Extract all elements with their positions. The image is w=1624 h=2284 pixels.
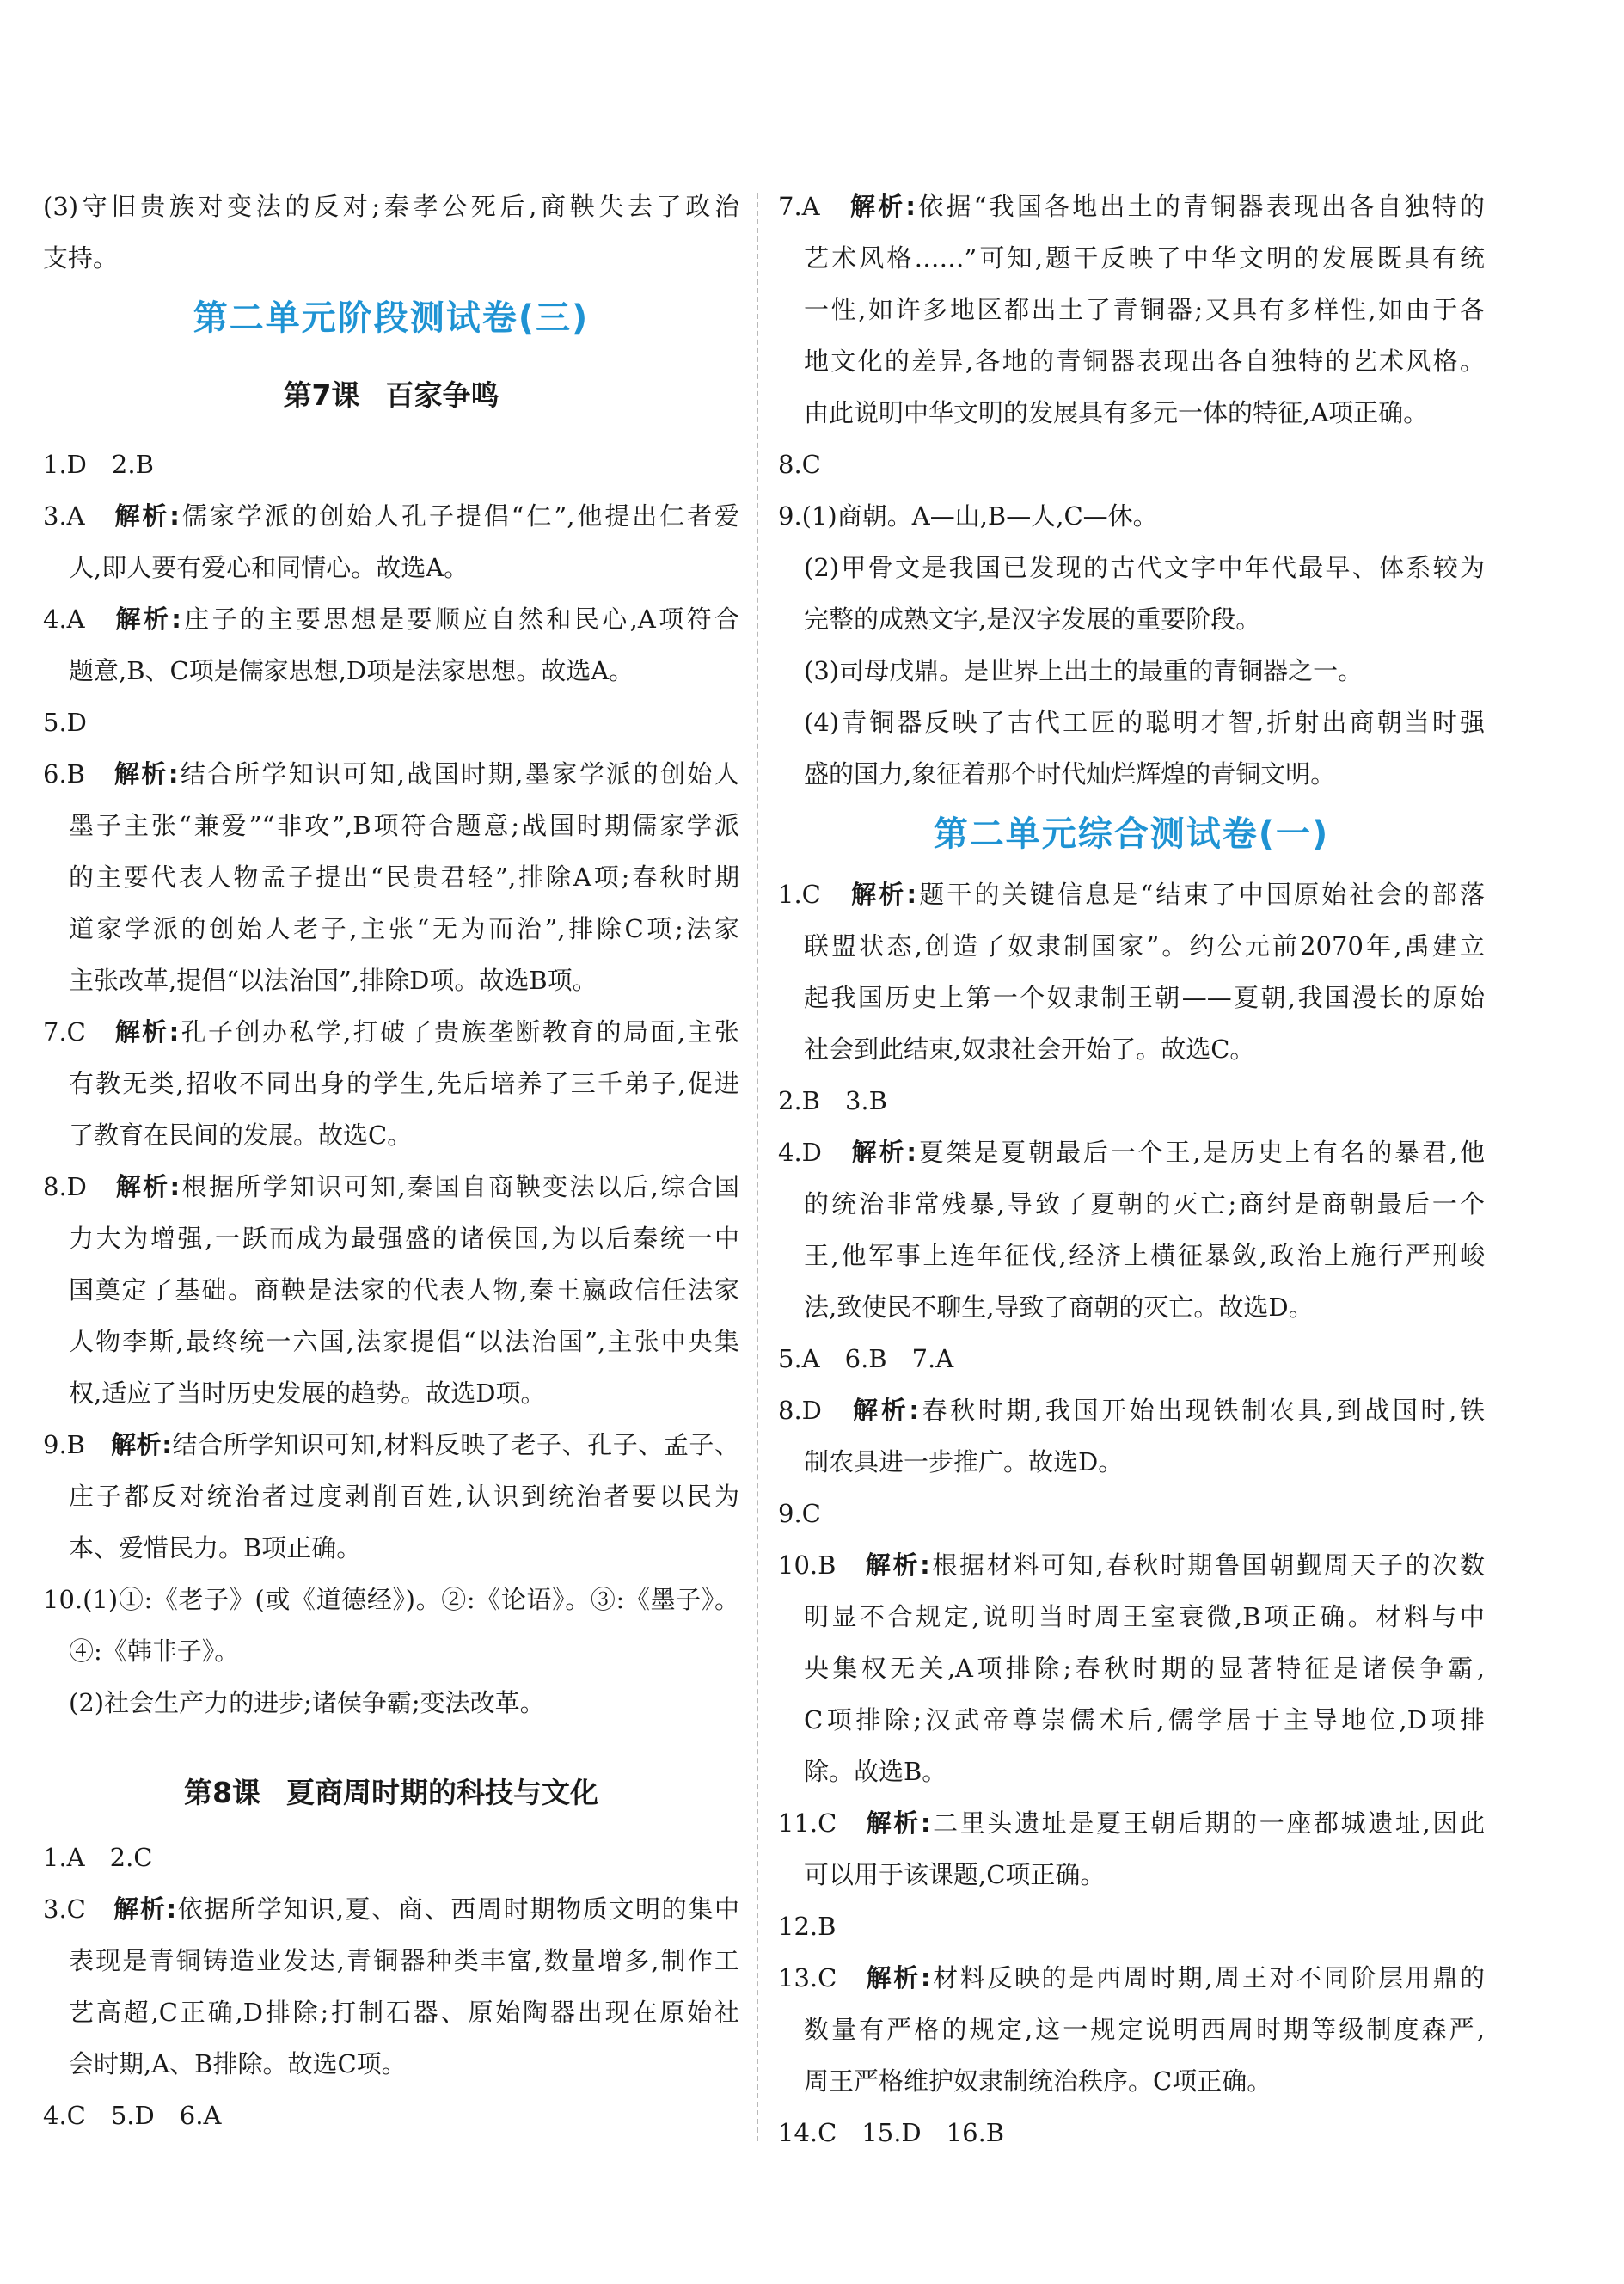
question-number: 8.C bbox=[778, 450, 821, 479]
answer-item bbox=[43, 748, 739, 800]
answer-item bbox=[778, 1075, 1485, 1127]
question-number: 8.D bbox=[778, 1396, 822, 1425]
answer-text: 春秋时期,我国开始出现铁制农具,到战国时,铁 bbox=[918, 1396, 1485, 1425]
unit-comprehensive-test-1-answers bbox=[778, 869, 1485, 2158]
answer-continuation: 国奠定了基础。商鞅是法家的代表人物,秦王嬴政信任法家 bbox=[69, 1275, 739, 1305]
answer-continuation: 制农具进一步推广。故选D。 bbox=[804, 1447, 1124, 1477]
question-number: 5.D bbox=[43, 708, 87, 737]
question-number: 9.B bbox=[43, 1430, 85, 1459]
answer-item bbox=[778, 1797, 1485, 1849]
analysis-label: 解析: bbox=[115, 605, 181, 634]
answer-text: 依据所学知识,夏、商、西周时期物质文明的集中 bbox=[176, 1894, 739, 1924]
spacer bbox=[822, 1396, 853, 1425]
answer-text: 孔子创办私学,打破了贵族垄断教育的局面,主张 bbox=[179, 1017, 739, 1047]
analysis-label: 解析: bbox=[111, 1430, 172, 1459]
answer-item bbox=[43, 439, 739, 490]
answer-continuation: 除。故选B。 bbox=[804, 1757, 947, 1786]
answer-item bbox=[43, 1883, 739, 1935]
answer-continuation: 明显不合规定,说明当时周王室衰微,B项正确。材料与中 bbox=[804, 1602, 1485, 1631]
spacer bbox=[85, 501, 115, 531]
answer-item bbox=[778, 542, 1485, 593]
spacer bbox=[85, 759, 114, 789]
answer-item bbox=[43, 490, 739, 542]
spacer bbox=[837, 1808, 866, 1838]
analysis-label: 解析: bbox=[114, 1017, 180, 1047]
answer-continuation: 权,适应了当时历史发展的趋势。故选D项。 bbox=[69, 1378, 546, 1408]
answer-continuation: 数量有严格的规定,这一规定说明西周时期等级制度森严, bbox=[804, 2015, 1485, 2044]
question-number: 4.D bbox=[778, 1138, 822, 1167]
answer-continuation: 地文化的差异,各地的青铜器表现出各自独特的艺术风格。 bbox=[804, 347, 1485, 376]
spacer bbox=[86, 1894, 113, 1924]
answer-continuation: 可以用于该课题,C项正确。 bbox=[804, 1860, 1106, 1889]
lesson-name: 夏商周时期的科技与文化 bbox=[285, 1776, 598, 1809]
answer-item bbox=[778, 1539, 1485, 1591]
answer-continuation: 庄子都反对统治者过度剥削百姓,认识到统治者要以民为 bbox=[69, 1482, 739, 1511]
analysis-label: 解析: bbox=[853, 1396, 919, 1425]
answer-continuation: 人物李斯,最终统一六国,法家提倡“以法治国”,主张中央集 bbox=[69, 1327, 739, 1356]
answer-continuation: 由此说明中华文明的发展具有多元一体的特征,A项正确。 bbox=[804, 398, 1429, 427]
answer-continuation: 周王严格维护奴隶制统治秩序。C项正确。 bbox=[804, 2066, 1272, 2096]
question-number: (4)青铜器反映了古代工匠的聪明才智,折射出商朝当时强 bbox=[804, 708, 1485, 737]
spacer bbox=[85, 1430, 111, 1459]
answer-continuation: 艺高超,C正确,D排除;打制石器、原始陶器出现在原始社 bbox=[69, 1998, 739, 2027]
question-number: 1.A 2.C bbox=[43, 1843, 153, 1872]
answer-continuation: ④:《韩非子》。 bbox=[69, 1636, 240, 1666]
answer-item bbox=[778, 1333, 1485, 1385]
intro-line: (3)守旧贵族对变法的反对;秦孝公死后,商鞅失去了政治 bbox=[43, 192, 739, 221]
answer-item bbox=[43, 1161, 739, 1213]
answer-text: 题干的关键信息是“结束了中国原始社会的部落 bbox=[916, 880, 1485, 909]
answer-text: 夏桀是夏朝最后一个王,是历史上有名的暴君,他 bbox=[916, 1138, 1485, 1167]
lesson-title bbox=[43, 1754, 739, 1832]
question-number: 4.A bbox=[43, 605, 85, 634]
analysis-label: 解析: bbox=[865, 1550, 930, 1580]
right-column bbox=[778, 181, 1485, 2158]
spacer bbox=[85, 605, 116, 634]
question-number: (3)司母戊鼎。是世界上出土的最重的青铜器之一。 bbox=[804, 656, 1364, 685]
answer-continuation: 道家学派的创始人老子,主张“无为而治”,排除C项;法家 bbox=[69, 914, 739, 943]
question-number: 7.C bbox=[43, 1017, 86, 1047]
spacer bbox=[822, 1138, 852, 1167]
answer-continuation: 了教育在民间的发展。故选C。 bbox=[69, 1121, 413, 1150]
unit-title: 第二单元综合测试卷(一) bbox=[933, 814, 1330, 854]
question-number: 11.C bbox=[778, 1808, 837, 1838]
answer-continuation: 题意,B、C项是儒家思想,D项是法家思想。故选A。 bbox=[69, 656, 634, 685]
answer-continuation: 的统治非常残暴,导致了夏朝的灭亡;商纣是商朝最后一个 bbox=[804, 1189, 1485, 1219]
answer-item bbox=[778, 181, 1485, 232]
spacer bbox=[86, 1017, 115, 1047]
answer-item bbox=[778, 1385, 1485, 1436]
unit-test-3-answers bbox=[778, 181, 1485, 800]
analysis-label: 解析: bbox=[114, 501, 180, 531]
answer-item bbox=[43, 2090, 739, 2141]
column-divider bbox=[757, 193, 758, 2141]
spacer bbox=[836, 1550, 865, 1580]
answer-item bbox=[43, 1006, 739, 1058]
answer-item bbox=[778, 2107, 1485, 2158]
lesson-number: 第8课 bbox=[184, 1776, 260, 1809]
question-number: 3.C bbox=[43, 1894, 86, 1924]
question-number: 8.D bbox=[43, 1172, 87, 1201]
analysis-label: 解析: bbox=[115, 1172, 181, 1201]
answer-text: 二里头遗址是夏王朝后期的一座都城遗址,因此 bbox=[930, 1808, 1485, 1838]
question-number: 5.A 6.B 7.A bbox=[778, 1344, 954, 1373]
answer-item bbox=[43, 1677, 739, 1728]
answer-continuation: 完整的成熟文字,是汉字发展的重要阶段。 bbox=[804, 605, 1261, 634]
question-number: 1.C bbox=[778, 880, 821, 909]
question-number: 4.C 5.D 6.A bbox=[43, 2101, 222, 2130]
answer-continuation: 王,他军事上连年征伐,经济上横征暴敛,政治上施行严刑峻 bbox=[804, 1241, 1485, 1270]
analysis-label: 解析: bbox=[851, 880, 917, 909]
question-number: (2)社会生产力的进步;诸侯争霸;变法改革。 bbox=[69, 1688, 545, 1717]
answer-text: 庄子的主要思想是要顺应自然和民心,A项符合 bbox=[181, 605, 739, 634]
question-number: (2)甲骨文是我国已发现的古代文字中年代最早、体系较为 bbox=[804, 553, 1485, 582]
question-number: 1.D 2.B bbox=[43, 450, 154, 479]
question-number: 9.C bbox=[778, 1499, 821, 1528]
analysis-label: 解析: bbox=[113, 1894, 177, 1924]
answer-continuation: 艺术风格……”可知,题干反映了中华文明的发展既具有统 bbox=[804, 243, 1485, 273]
answer-item bbox=[43, 697, 739, 748]
analysis-label: 解析: bbox=[850, 192, 916, 221]
analysis-label: 解析: bbox=[866, 1808, 931, 1838]
answer-item bbox=[778, 697, 1485, 748]
spacer bbox=[87, 1172, 116, 1201]
question-number: 10.B bbox=[778, 1550, 837, 1580]
answer-continuation: 主张改革,提倡“以法治国”,排除D项。故选B项。 bbox=[69, 966, 598, 995]
answer-item bbox=[778, 1488, 1485, 1539]
answer-continuation: 起我国历史上第一个奴隶制王朝——夏朝,我国漫长的原始 bbox=[804, 983, 1485, 1012]
answer-item bbox=[778, 439, 1485, 490]
spacer bbox=[820, 192, 850, 221]
answer-continuation: 社会到此结束,奴隶社会开始了。故选C。 bbox=[804, 1035, 1255, 1064]
answer-text: 结合所学知识可知,材料反映了老子、孔子、孟子、 bbox=[171, 1430, 739, 1459]
left-column bbox=[43, 181, 739, 2141]
question-number: 9.(1)商朝。A—山,B—人,C—休。 bbox=[778, 501, 1158, 531]
answer-text: 儒家学派的创始人孔子提倡“仁”,他提出仁者爱 bbox=[179, 501, 739, 531]
question-number: 3.A bbox=[43, 501, 85, 531]
answer-item bbox=[778, 869, 1485, 920]
answer-item bbox=[778, 1900, 1485, 1952]
answer-continuation: 的主要代表人物孟子提出“民贵君轻”,排除A项;春秋时期 bbox=[69, 863, 739, 892]
lesson-name: 百家争鸣 bbox=[385, 378, 499, 412]
question-number: 12.B bbox=[778, 1912, 837, 1941]
answer-text: 材料反映的是西周时期,周王对不同阶层用鼎的 bbox=[930, 1963, 1485, 1992]
answer-continuation: C项排除;汉武帝尊崇儒术后,儒学居于主导地位,D项排 bbox=[804, 1705, 1485, 1734]
answer-continuation: 法,致使民不聊生,导致了商朝的灭亡。故选D。 bbox=[804, 1292, 1314, 1322]
answer-continuation: 盛的国力,象征着那个时代灿烂辉煌的青铜文明。 bbox=[804, 759, 1336, 789]
question-number: 13.C bbox=[778, 1963, 837, 1992]
analysis-label: 解析: bbox=[113, 759, 179, 789]
answer-item bbox=[778, 1127, 1485, 1178]
analysis-label: 解析: bbox=[851, 1138, 916, 1167]
answer-item bbox=[778, 490, 1485, 542]
answer-item bbox=[43, 1832, 739, 1883]
answer-item bbox=[778, 1952, 1485, 2004]
answer-continuation: 有教无类,招收不同出身的学生,先后培养了三千弟子,促进 bbox=[69, 1069, 739, 1098]
answer-item bbox=[43, 1419, 739, 1470]
spacer bbox=[837, 1963, 866, 1992]
answer-continuation: 一性,如许多地区都出土了青铜器;又具有多样性,如由于各 bbox=[804, 295, 1485, 324]
answer-item bbox=[43, 593, 739, 645]
answer-continuation: 央集权无关,A项排除;春秋时期的显著特征是诸侯争霸, bbox=[804, 1654, 1485, 1683]
answer-continuation: 人,即人要有爱心和同情心。故选A。 bbox=[69, 553, 469, 582]
question-number: 7.A bbox=[778, 192, 820, 221]
question-number: 14.C 15.D 16.B bbox=[778, 2118, 1005, 2147]
question-number: 2.B 3.B bbox=[778, 1086, 887, 1115]
lesson8-answers bbox=[43, 1832, 739, 2141]
lesson7-answers bbox=[43, 439, 739, 1728]
answer-text: 依据“我国各地出土的青铜器表现出各自独特的 bbox=[916, 192, 1485, 221]
answer-continuation: 表现是青铜铸造业发达,青铜器种类丰富,数量增多,制作工 bbox=[69, 1946, 739, 1975]
answer-continuation: 墨子主张“兼爱”“非攻”,B项符合题意;战国时期儒家学派 bbox=[69, 811, 739, 840]
answer-continuation: 会时期,A、B排除。故选C项。 bbox=[69, 2049, 407, 2078]
answer-item bbox=[43, 1574, 739, 1625]
question-number: 10.(1)①:《老子》(或《道德经》)。②:《论语》。③:《墨子》。 bbox=[43, 1585, 739, 1614]
answer-continuation: 联盟状态,创造了奴隶制国家”。约公元前2070年,禹建立 bbox=[804, 931, 1485, 961]
question-number: 6.B bbox=[43, 759, 85, 789]
unit-title: 第二单元阶段测试卷(三) bbox=[193, 298, 590, 338]
answer-item bbox=[778, 645, 1485, 697]
intro-line: 支持。 bbox=[43, 243, 119, 273]
answer-continuation: 力大为增强,一跃而成为最强盛的诸侯国,为以后秦统一中 bbox=[69, 1224, 739, 1253]
answer-text: 结合所学知识可知,战国时期,墨家学派的创始人 bbox=[178, 759, 739, 789]
answer-continuation: 本、爱惜民力。B项正确。 bbox=[69, 1533, 362, 1563]
answer-text: 根据材料可知,春秋时期鲁国朝觐周天子的次数 bbox=[929, 1550, 1485, 1580]
spacer bbox=[821, 880, 851, 909]
answer-text: 根据所学知识可知,秦国自商鞅变法以后,综合国 bbox=[180, 1172, 739, 1201]
lesson-title bbox=[43, 353, 739, 439]
analysis-label: 解析: bbox=[866, 1963, 931, 1992]
lesson-number: 第7课 bbox=[283, 378, 360, 412]
